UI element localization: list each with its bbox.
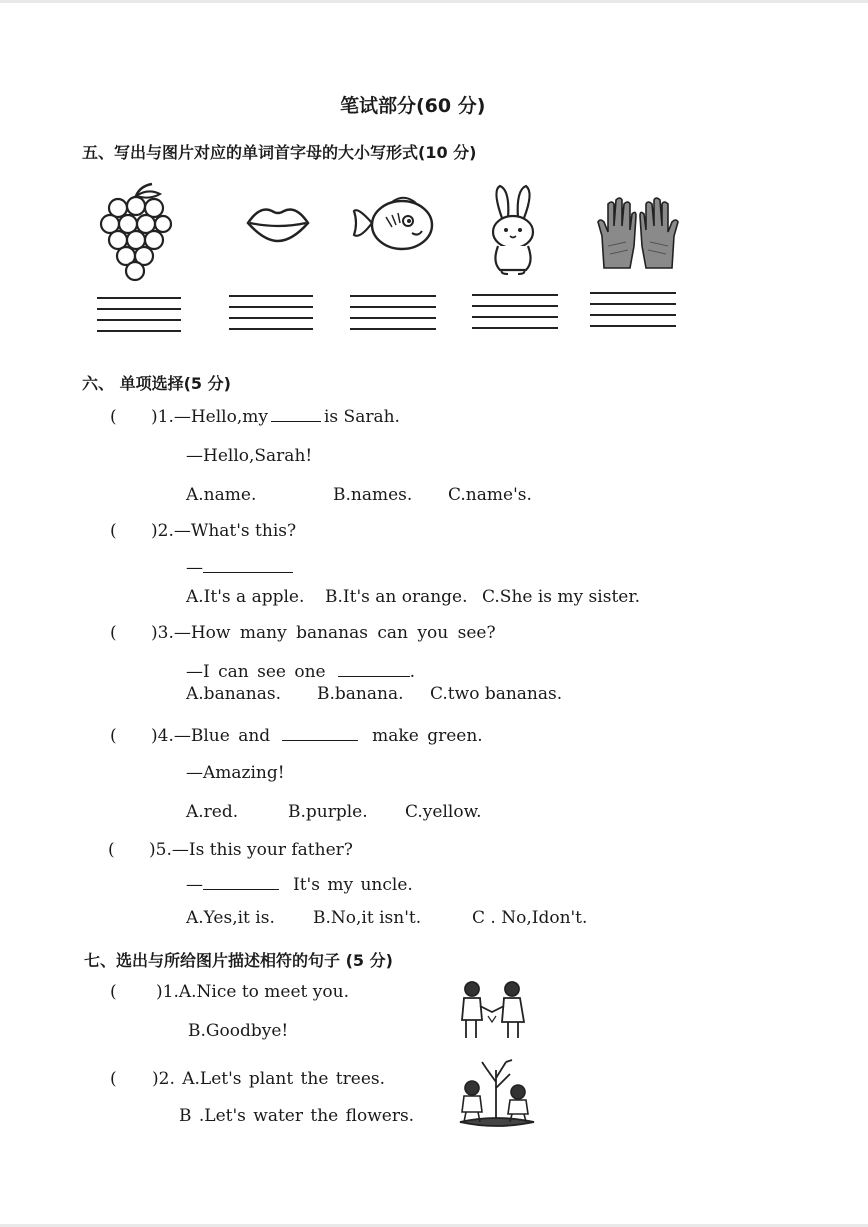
lips-icon xyxy=(246,203,310,243)
reply xyxy=(186,558,293,578)
option-a: A.red. xyxy=(186,802,239,822)
answer-lines-5 xyxy=(590,292,676,336)
blank xyxy=(338,662,410,677)
reply xyxy=(186,662,415,682)
option-c: C.name's. xyxy=(448,485,532,505)
answer-paren: ( xyxy=(110,726,117,746)
option-b: B.No,it isn't. xyxy=(313,908,422,928)
question-7-2-option-a: )2. A.Let's plant the trees. xyxy=(152,1069,386,1089)
reply: —Amazing! xyxy=(186,763,285,783)
section-7-heading: 七、选出与所给图片描述相符的句子 (5 分) xyxy=(84,951,393,970)
question-1 xyxy=(151,407,400,427)
question-7-1-option-b: B.Goodbye! xyxy=(188,1021,289,1041)
option-a: A.Yes,it is. xyxy=(186,908,275,928)
reply: —Hello,Sarah! xyxy=(186,446,313,466)
hands-icon xyxy=(596,196,680,270)
reply-text: — xyxy=(186,875,203,895)
blank xyxy=(282,726,358,741)
option-b: B.purple. xyxy=(288,802,368,822)
option-c: C.She is my sister. xyxy=(482,587,640,607)
question-text: )4.—Blue and xyxy=(151,726,271,746)
section-6-heading: 六、 单项选择(5 分) xyxy=(82,374,231,393)
question-text: )1.—Hello,my xyxy=(151,407,268,427)
answer-lines-3 xyxy=(350,295,436,339)
section-5-heading: 五、写出与图片对应的单词首字母的大小写形式(10 分) xyxy=(82,143,477,162)
reply-text: . xyxy=(409,662,416,682)
question-text: is Sarah. xyxy=(323,407,400,427)
rabbit-icon xyxy=(488,184,538,276)
answer-lines-4 xyxy=(472,294,558,338)
question-4 xyxy=(151,726,483,746)
answer-paren: ( xyxy=(110,1069,117,1089)
reply-text: It's my uncle. xyxy=(293,875,413,895)
blank xyxy=(271,407,321,422)
blank xyxy=(203,558,293,573)
planting-tree-picture xyxy=(456,1058,538,1130)
option-a: A.bananas. xyxy=(186,684,281,704)
answer-lines-1 xyxy=(97,297,181,341)
option-a: A.name. xyxy=(186,485,257,505)
option-c: C . No,Idon't. xyxy=(472,908,588,928)
question-2: )2.—What's this? xyxy=(151,521,297,541)
answer-paren: ( xyxy=(110,521,117,541)
blank xyxy=(203,875,279,890)
option-c: C.yellow. xyxy=(405,802,482,822)
page-title: 笔试部分(60 分) xyxy=(340,95,486,117)
answer-lines-2 xyxy=(229,295,313,339)
handshake-picture xyxy=(458,980,528,1040)
option-b: B.banana. xyxy=(317,684,404,704)
answer-paren: ( xyxy=(110,407,117,427)
grapes-icon xyxy=(100,182,172,282)
reply xyxy=(186,875,413,895)
reply-text: —I can see one xyxy=(186,662,326,682)
question-3: )3.—How many bananas can you see? xyxy=(151,623,496,643)
reply-text: — xyxy=(186,558,203,578)
option-b: B.names. xyxy=(333,485,413,505)
option-c: C.two bananas. xyxy=(430,684,563,704)
question-text: make green. xyxy=(372,726,483,746)
top-edge xyxy=(0,0,868,3)
question-7-1-option-a: )1.A.Nice to meet you. xyxy=(156,982,349,1002)
fish-icon xyxy=(352,193,434,253)
option-b: B.It's an orange. xyxy=(325,587,468,607)
answer-paren: ( xyxy=(110,982,117,1002)
option-a: A.It's a apple. xyxy=(186,587,305,607)
question-7-2-option-b: B .Let's water the flowers. xyxy=(179,1106,415,1126)
question-5: )5.—Is this your father? xyxy=(149,840,353,860)
answer-paren: ( xyxy=(110,623,117,643)
answer-paren: ( xyxy=(108,840,115,860)
